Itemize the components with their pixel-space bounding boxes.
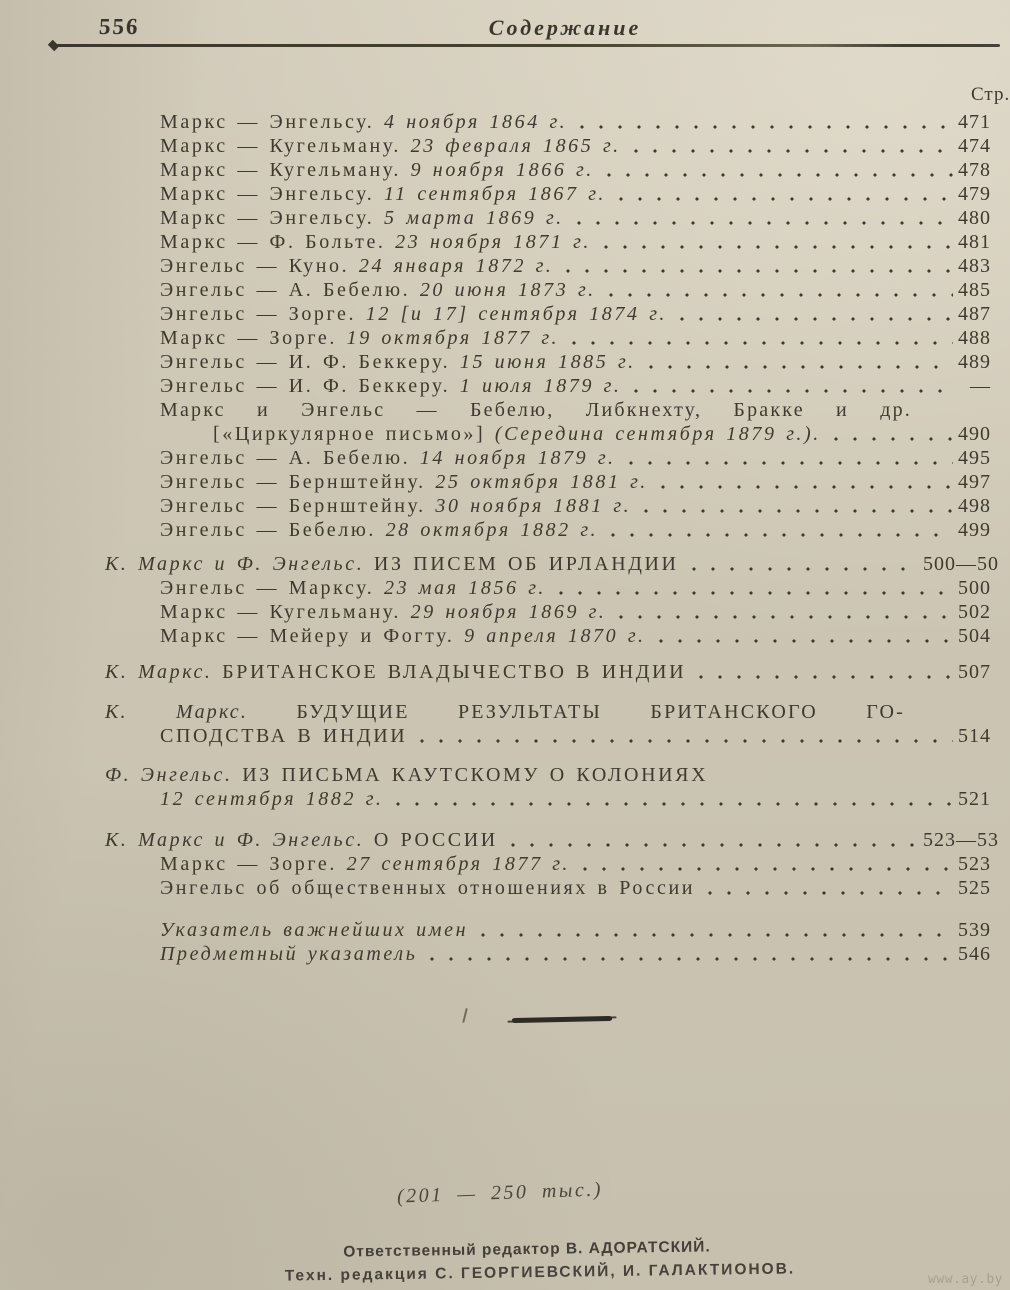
toc-page-number: 502 [958, 601, 991, 623]
toc-justified-line [160, 398, 912, 422]
toc-entry-text: 9 апреля 1870 г. [464, 625, 646, 647]
toc-entry-text: Ф. Энгельс. [105, 764, 243, 786]
dot-leader [827, 422, 953, 446]
toc-page-number: 523 [958, 853, 991, 875]
toc-row [0, 724, 991, 748]
toc-page-number: 498 [958, 495, 991, 517]
toc-entry-text: Энгельс — Бебелю. [160, 519, 386, 541]
toc-entry-text: СПОДСТВА В ИНДИИ [160, 725, 408, 747]
toc-page-number: 478 [958, 159, 991, 181]
dot-leader [565, 326, 953, 350]
toc-page-number: 471 [958, 111, 991, 133]
toc-entry-text: 24 января 1872 г. [358, 255, 554, 277]
toc-row [0, 230, 991, 254]
site-watermark: www.ay.by [928, 1272, 1003, 1287]
dot-leader [637, 494, 953, 518]
toc-entry-text: 23 мая 1856 г. [384, 577, 546, 599]
toc-page-number: 507 [958, 661, 991, 683]
toc-entry-text: Энгельс — Бернштейну. [160, 471, 436, 493]
toc-entry-text: О РОССИИ [373, 829, 498, 851]
toc-page-number: 521 [958, 788, 991, 810]
toc-page-number: 500—50 [923, 553, 999, 575]
toc-page-number: 489 [958, 351, 991, 373]
footer-editor-line: Ответственный редактор В. АДОРАТСКИЙ. [343, 1238, 711, 1261]
dot-leader [652, 624, 953, 648]
toc-entry-text: Маркс и Энгельс — Бебелю, Либкнехту, Бракке и др. [160, 399, 912, 421]
toc-entry-text: БУДУЩИЕ РЕЗУЛЬТАТЫ БРИТАНСКОГО ГО- [296, 701, 905, 723]
toc-entry-text: 23 ноября 1871 г. [395, 231, 591, 253]
toc-entry-text: 15 июня 1885 г. [459, 351, 636, 373]
print-run-note: (201 — 250 тыс.) [396, 1178, 604, 1208]
toc-entry-text: К. Маркс и Ф. Энгельс. [105, 553, 374, 575]
toc-row [0, 787, 991, 811]
toc-row [0, 398, 991, 422]
toc-entry-text: (Середина сентября 1879 г.). [494, 423, 821, 445]
page-column-header: Стр. [971, 84, 1010, 105]
toc-row [0, 763, 991, 787]
toc-page-number: 514 [958, 725, 991, 747]
toc-row [0, 278, 991, 302]
section-divider [512, 1016, 612, 1023]
dot-leader [685, 552, 919, 576]
dot-leader [559, 254, 953, 278]
toc-entry-text: Маркс — Энгельсу. [160, 111, 384, 133]
toc-entry-text: ИЗ ПИСЕМ ОБ ИРЛАНДИИ [373, 553, 679, 575]
toc-entry-text: Маркс — Кугельману. [160, 159, 411, 181]
dot-leader [673, 302, 953, 326]
toc-entry-text: 1 июля 1879 г. [459, 375, 622, 397]
toc-row [0, 326, 991, 350]
toc-entry-text: 11 сентября 1867 г. [384, 183, 606, 205]
toc-row [0, 134, 991, 158]
toc-row [0, 302, 991, 326]
toc-row [0, 624, 991, 648]
toc-row [0, 942, 991, 966]
toc-row [0, 552, 999, 576]
dot-leader [570, 206, 953, 230]
toc-entry-text: К. Маркс и Ф. Энгельс. [105, 829, 374, 851]
toc-page-number: 500 [958, 577, 991, 599]
toc-page-number: — [970, 375, 991, 397]
toc-row [0, 828, 999, 852]
toc-page-number: 490 [958, 423, 991, 445]
toc-page-number: 523—53 [923, 829, 999, 851]
toc-row [0, 576, 991, 600]
toc-row [0, 660, 991, 684]
toc-entry-text: 20 июня 1873 г. [419, 279, 596, 301]
dot-leader [600, 158, 953, 182]
toc-entry-text: 28 октября 1882 г. [385, 519, 599, 541]
toc-page-number: 495 [958, 447, 991, 469]
toc-entry-text: Энгельс — И. Ф. Беккеру. [160, 375, 460, 397]
toc-page-number: 485 [958, 279, 991, 301]
toc-page-number: 483 [958, 255, 991, 277]
toc-entry-text: Маркс — Зорге. [160, 327, 347, 349]
ink-speck [462, 1008, 468, 1023]
toc-row [0, 518, 991, 542]
toc-page-number: 487 [958, 303, 991, 325]
folio-page-number: 556 [98, 14, 141, 39]
toc-entry-text: Маркс — Энгельсу. [160, 207, 384, 229]
toc-entry-text: Маркс — Мейеру и Фогту. [160, 625, 465, 647]
toc-row [0, 918, 991, 942]
toc-row [0, 182, 991, 206]
dot-leader [389, 787, 953, 811]
dot-leader [627, 134, 953, 158]
dot-leader [654, 470, 953, 494]
contents-title: Содержание [488, 15, 642, 40]
dot-leader [701, 876, 953, 900]
toc-entry-text: Энгельс — А. Бебелю. [160, 279, 420, 301]
toc-entry-text: Маркс — Энгельсу. [160, 183, 384, 205]
toc-page-number: 481 [958, 231, 991, 253]
toc-entry-text: К. Маркс. [105, 701, 297, 723]
toc-row [0, 600, 991, 624]
dot-leader [576, 852, 953, 876]
toc-entry-text: [«Циркулярное письмо»] [213, 423, 495, 445]
toc-entry-text: 30 ноября 1881 г. [435, 495, 632, 517]
dot-leader [602, 278, 953, 302]
toc-entry-text: Энгельс — Бернштейну. [160, 495, 436, 517]
toc-entry-text: Энгельс — Зорге. [160, 303, 366, 325]
toc-justified-line [105, 700, 905, 724]
dot-leader [474, 918, 953, 942]
toc-row [0, 876, 991, 900]
toc-entry-text: Маркс — Кугельману. [160, 601, 411, 623]
toc-page-number: 504 [958, 625, 991, 647]
toc-entry-text: Энгельс — А. Бебелю. [160, 447, 420, 469]
toc-entry-text: 27 сентября 1877 г. [346, 853, 571, 875]
toc-entry-text: 29 ноября 1869 г. [410, 601, 607, 623]
toc-entry-text: Энгельс — Марксу. [160, 577, 384, 599]
toc-row [0, 374, 991, 398]
dot-leader [423, 942, 953, 966]
toc-page-number: 488 [958, 327, 991, 349]
toc-page-number: 546 [958, 943, 991, 965]
dot-leader [612, 600, 953, 624]
toc-entry-text: Маркс — Ф. Больте. [160, 231, 396, 253]
toc-entry-text: Энгельс — Куно. [160, 255, 359, 277]
toc-entry-text: К. Маркс. [105, 661, 223, 683]
toc-entry-text: 4 ноября 1864 г. [384, 111, 568, 133]
dot-leader [597, 230, 953, 254]
toc-entry-text: 12 сентября 1882 г. [160, 788, 384, 810]
header-rule [53, 44, 1000, 47]
toc-page-number: 479 [958, 183, 991, 205]
toc-page-number: 480 [958, 207, 991, 229]
toc-entry-text: ИЗ ПИСЬМА КАУТСКОМУ О КОЛОНИЯХ [242, 764, 709, 786]
toc-row [0, 446, 991, 470]
toc-page-number: 539 [958, 919, 991, 941]
toc-entry-text: Энгельс — И. Ф. Беккеру. [160, 351, 460, 373]
dot-leader [504, 828, 919, 852]
footer-tech-line: Техн. редакция С. ГЕОРГИЕВСКИЙ, И. ГАЛАКТИОНОВ. [284, 1260, 796, 1285]
toc-row [0, 470, 991, 494]
toc-row [0, 422, 991, 446]
toc-page-number: 499 [958, 519, 991, 541]
dot-leader [642, 350, 953, 374]
toc-row [0, 206, 991, 230]
toc-entry-text: БРИТАНСКОЕ ВЛАДЫЧЕСТВО В ИНДИИ [222, 661, 687, 683]
dot-leader [612, 182, 953, 206]
toc-row [0, 494, 991, 518]
dot-leader [573, 110, 953, 134]
dot-leader [692, 660, 953, 684]
toc-row [0, 700, 991, 724]
dot-leader [627, 374, 953, 398]
toc-entry-text: Энгельс об общественных отношениях в России [160, 877, 696, 899]
toc-entry-text: Маркс — Кугельману. [160, 135, 411, 157]
toc-entry-text: Предметный указатель [160, 943, 418, 965]
toc-entry-text: 25 октября 1881 г. [435, 471, 648, 493]
toc-row [0, 350, 991, 374]
toc-row [0, 110, 991, 134]
dot-leader [552, 576, 953, 600]
toc-entry-text: 12 [и 17] сентября 1874 г. [365, 303, 667, 325]
toc-entry-text: Указатель важнейших имен [160, 919, 469, 941]
toc-entry-text: Маркс — Зорге. [160, 853, 347, 875]
dot-leader [622, 446, 953, 470]
toc-row [0, 158, 991, 182]
toc-entry-text: 19 октября 1877 г. [346, 327, 560, 349]
toc-row [0, 254, 991, 278]
dot-leader [413, 724, 953, 748]
toc-row [0, 852, 991, 876]
toc-page-number: 497 [958, 471, 991, 493]
toc-entry-text: 14 ноября 1879 г. [419, 447, 616, 469]
toc-entry-text: 9 ноября 1866 г. [410, 159, 594, 181]
toc-list [0, 110, 999, 966]
toc-page-number: 525 [958, 877, 991, 899]
toc-page-number: 474 [958, 135, 991, 157]
toc-entry-text: 5 марта 1869 г. [384, 207, 564, 229]
dot-leader [604, 518, 953, 542]
toc-entry-text: 23 февраля 1865 г. [410, 135, 621, 157]
